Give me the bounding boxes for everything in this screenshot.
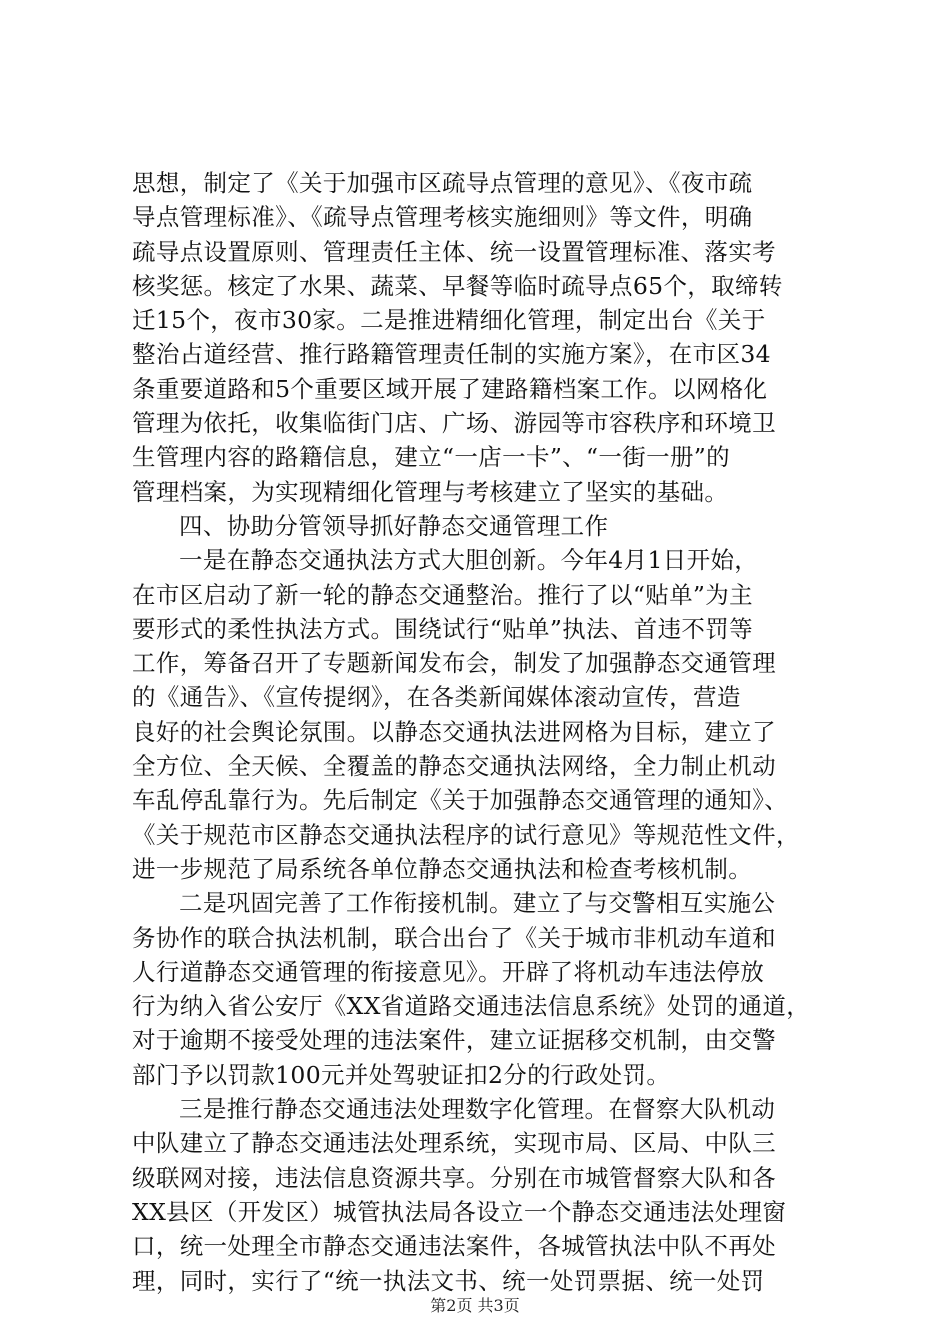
text-line: 全方位、全天候、全覆盖的静态交通执法网络，全力制止机动	[132, 752, 776, 781]
text-line: 务协作的联合执法机制，联合出台了《关于城市非机动车道和	[132, 923, 776, 952]
text-line: 理，同时，实行了“统一执法文书、统一处罚票据、统一处罚	[132, 1266, 765, 1295]
text-line: 管理档案，为实现精细化管理与考核建立了坚实的基础。	[132, 477, 729, 506]
text-line: 行为纳入省公安厅《XX省道路交通违法信息系统》处罚的通道，	[132, 992, 811, 1021]
text-line: 部门予以罚款100元并处驾驶证扣2分的行政处罚。	[132, 1060, 671, 1089]
text-line: 级联网对接，违法信息资源共享。分别在市城管督察大队和各	[132, 1163, 776, 1192]
text-line: 《关于规范市区静态交通执法程序的试行意见》等规范性文件，	[132, 820, 800, 849]
text-line: 迁15个，夜市30家。二是推进精细化管理，制定出台《关于	[132, 306, 766, 335]
text-line: 工作，筹备召开了专题新闻发布会，制发了加强静态交通管理	[132, 649, 776, 678]
text-line: 在市区启动了新一轮的静态交通整治。推行了以“贴单”为主	[132, 580, 753, 609]
text-line: 生管理内容的路籍信息，建立“一店一卡”、“一街一册”的	[132, 443, 731, 472]
text-line: 整治占道经营、推行路籍管理责任制的实施方案》，在市区34	[132, 340, 771, 369]
text-line: 条重要道路和5个重要区域开展了建路籍档案工作。以网格化	[132, 374, 768, 403]
text-line: 人行道静态交通管理的衔接意见》。开辟了将机动车违法停放	[132, 957, 765, 986]
text-line: 口，统一处理全市静态交通违法案件，各城管执法中队不再处	[132, 1232, 776, 1261]
text-line: 核奖惩。核定了水果、蔬菜、早餐等临时疏导点65个，取缔转	[132, 271, 783, 300]
text-line: 思想，制定了《关于加强市区疏导点管理的意见》、《夜市疏	[132, 169, 753, 197]
text-line: 中队建立了静态交通违法处理系统，实现市局、区局、中队三	[132, 1129, 776, 1158]
text-line: XX县区（开发区）城管执法局各设立一个静态交通违法处理窗	[132, 1197, 787, 1226]
page-number-footer: 第2页 共3页	[430, 1296, 520, 1315]
paragraph-start: 二是巩固完善了工作衔接机制。建立了与交警相互实施公	[179, 889, 776, 918]
text-line: 的《通告》、《宣传提纲》，在各类新闻媒体滚动宣传，营造	[132, 683, 741, 712]
text-line: 导点管理标准》、《疏导点管理考核实施细则》等文件，明确	[132, 203, 753, 232]
text-line: 进一步规范了局系统各单位静态交通执法和检查考核机制。	[132, 854, 753, 883]
text-line: 对于逾期不接受处理的违法案件，建立证据移交机制，由交警	[132, 1026, 776, 1055]
text-line: 良好的社会舆论氛围。以静态交通执法进网格为目标，建立了	[132, 717, 776, 746]
document-body	[132, 166, 832, 1298]
text-line: 管理为依托，收集临街门店、广场、游园等市容秩序和环境卫	[132, 409, 776, 438]
paragraph-start: 一是在静态交通执法方式大胆创新。今年4月1日开始，	[179, 546, 759, 575]
section-heading: 四、协助分管领导抓好静态交通管理工作	[179, 511, 609, 540]
text-line: 要形式的柔性执法方式。围绕试行“贴单”执法、首违不罚等	[132, 614, 753, 643]
paragraph-start: 三是推行静态交通违法处理数字化管理。在督察大队机动	[179, 1095, 776, 1124]
text-line: 车乱停乱靠行为。先后制定《关于加强静态交通管理的通知》、	[132, 786, 789, 815]
text-line: 疏导点设置原则、管理责任主体、统一设置管理标准、落实考	[132, 237, 776, 266]
